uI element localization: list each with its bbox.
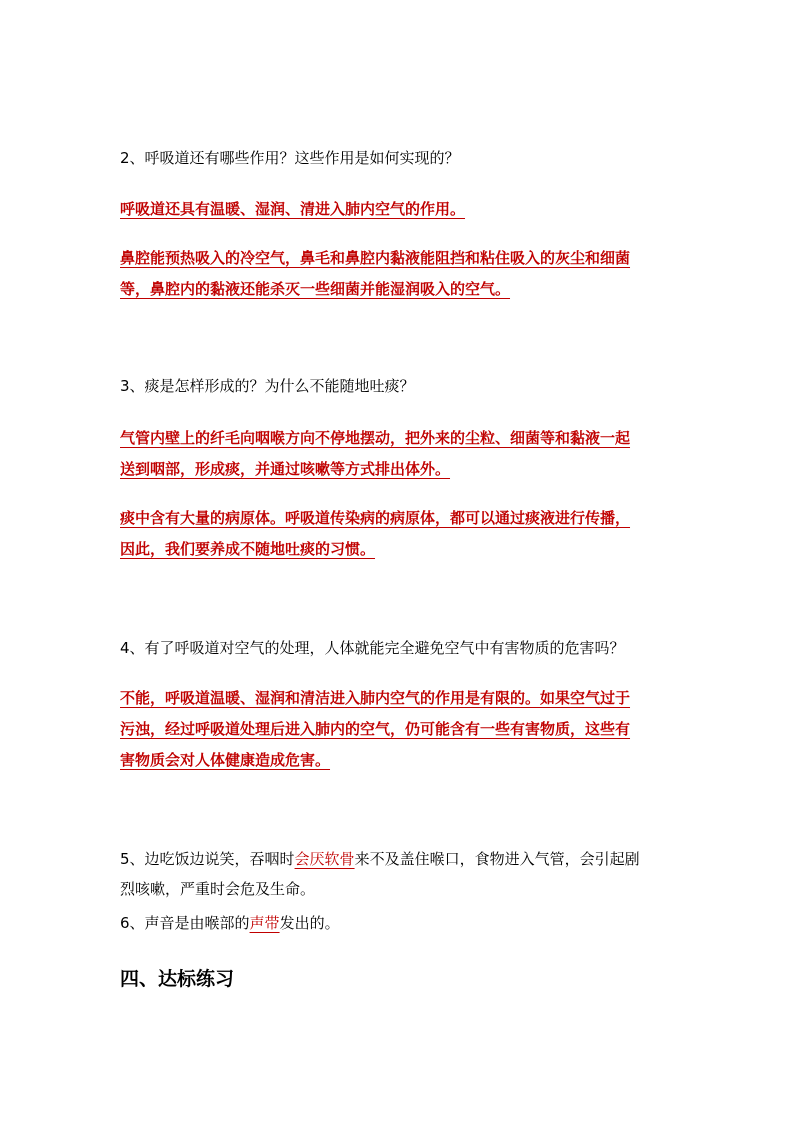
question-6-text-after-blank: 发出的。: [279, 914, 340, 932]
answer-4-line-1: 不能，呼吸道温暖、湿润和清洁进入肺内空气的作用是有限的。如果空气过于: [120, 689, 631, 707]
question-2: 2、呼吸道还有哪些作用？这些作用是如何实现的？: [120, 149, 460, 167]
question-5-line-2: 烈咳嗽，严重时会危及生命。: [120, 880, 316, 898]
answer-2-part-2-line-2: 等，鼻腔内的黏液还能杀灭一些细菌并能湿润吸入的空气。: [120, 280, 511, 298]
answer-2-part-1: 呼吸道还具有温暖、湿润、清进入肺内空气的作用。: [120, 200, 466, 218]
question-6-text-before-blank: 6、声音是由喉部的: [120, 914, 250, 932]
question-6-blank-answer: 声带: [249, 914, 280, 932]
answer-2-part-2-line-1: 鼻腔能预热吸入的冷空气，鼻毛和鼻腔内黏液能阻挡和粘住吸入的灰尘和细菌: [120, 249, 631, 267]
section-heading: 四、达标练习: [120, 968, 235, 990]
question-6: [120, 913, 340, 933]
question-5-text-after-blank: 来不及盖住喉口，食物进入气管，会引起剧: [354, 850, 640, 868]
question-5-text-before-blank: 5、边吃饭边说笑，吞咽时: [120, 850, 295, 868]
question-3: 3、痰是怎样形成的？为什么不能随地吐痰？: [120, 377, 415, 395]
answer-3-part-2-line-1: 痰中含有大量的病原体。呼吸道传染病的病原体，都可以通过痰液进行传播，: [120, 509, 631, 527]
question-4: 4、有了呼吸道对空气的处理，人体就能完全避免空气中有害物质的危害吗？: [120, 639, 625, 657]
answer-3-part-1-line-2: 送到咽部，形成痰，并通过咳嗽等方式排出体外。: [120, 460, 451, 478]
answer-3-part-2-line-2: 因此，我们要养成不随地吐痰的习惯。: [120, 540, 376, 558]
answer-4-line-2: 污浊，经过呼吸道处理后进入肺内的空气，仍可能含有一些有害物质，这些有: [120, 720, 631, 738]
question-5-line-1: [120, 849, 640, 869]
question-5-blank-answer: 会厌软骨: [294, 850, 355, 868]
answer-4-line-3: 害物质会对人体健康造成危害。: [120, 751, 331, 769]
answer-3-part-1-line-1: 气管内壁上的纤毛向咽喉方向不停地摆动，把外来的尘粒、细菌等和黏液一起: [120, 429, 631, 447]
